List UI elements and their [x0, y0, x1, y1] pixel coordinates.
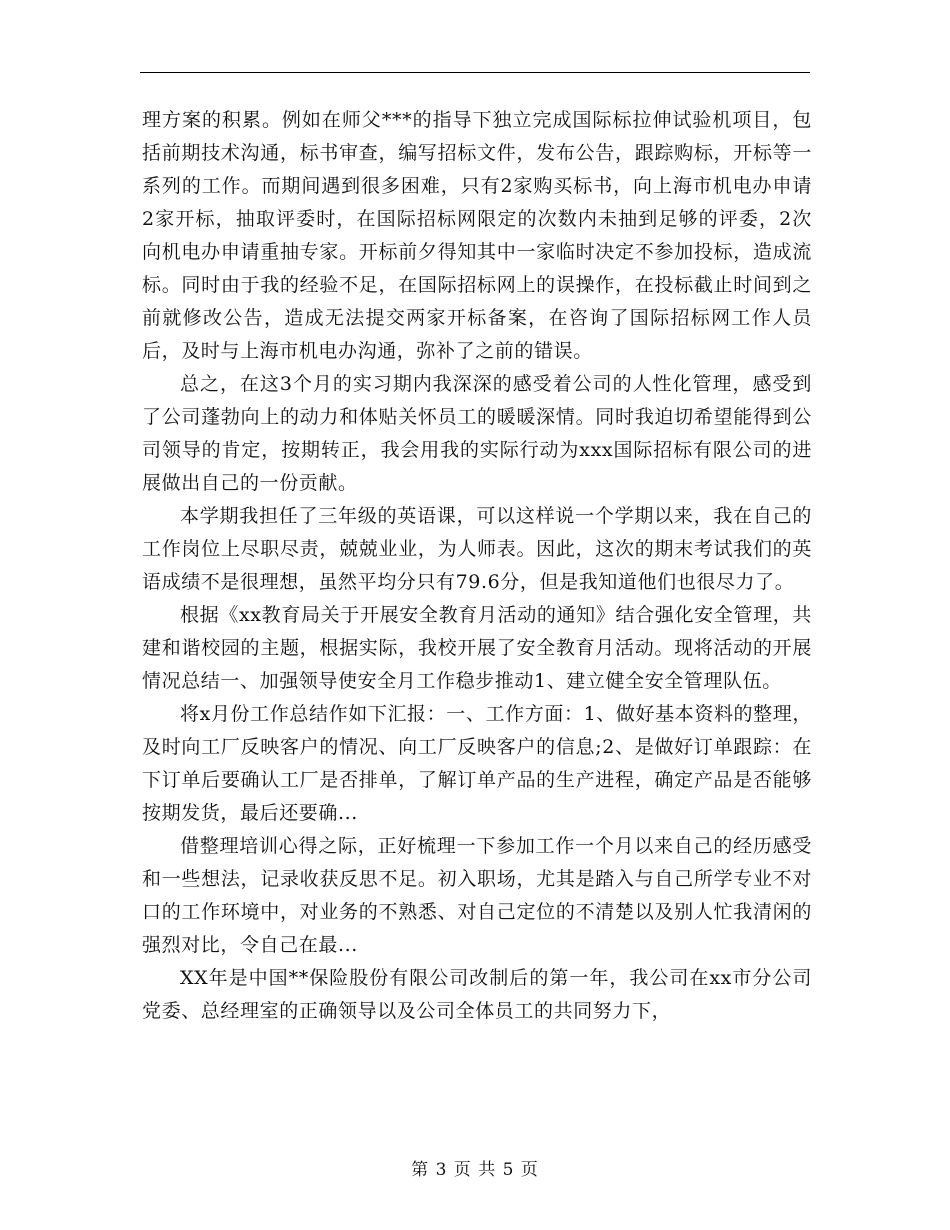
header-rule [140, 72, 810, 73]
paragraph: 总之，在这3个月的实习期内我深深的感受着公司的人性化管理，感受到了公司蓬勃向上的动力和体贴关怀员工的暖暖深情。同时我迫切希望能得到公司领导的肯定，按期转正，我会用我的实际行动为xxx国际招标有限公司的进展做出自己的一份贡献。 [142, 373, 812, 494]
page-number: 第 3 页 共 5 页 [411, 1160, 539, 1180]
paragraph: 借整理培训心得之际，正好梳理一下参加工作一个月以来自己的经历感受和一些想法，记录收获反思不足。初入职场，尤其是踏入与自己所学专业不对口的工作环境中，对业务的不熟悉、对自己定位的不清楚以及别人忙我清闲的强烈对比，令自己在最... [142, 835, 812, 956]
paragraph: 将x月份工作总结作如下汇报：一、工作方面：1、做好基本资料的整理，及时向工厂反映客户的情况、向工厂反映客户的信息;2、是做好订单跟踪：在下订单后要确认工厂是否排单，了解订单产品的生产进程，确定产品是否能够按期发货，最后还要确... [142, 703, 812, 824]
paragraph: 根据《xx教育局关于开展安全教育月活动的通知》结合强化安全管理，共建和谐校园的主题，根据实际，我校开展了安全教育月活动。现将活动的开展情况总结一、加强领导使安全月工作稳步推动1、建立健全安全管理队伍。 [142, 604, 812, 692]
paragraph-continuation: 理方案的积累。例如在师父***的指导下独立完成国际标拉伸试验机项目，包括前期技术沟通，标书审查，编写招标文件，发布公告，跟踪购标，开标等一系列的工作。而期间遇到很多困难，只有2家购买标书，向上海市机电办申请2家开标，抽取评委时，在国际招标网限定的次数内未抽到足够的评委，2次向机电办申请重抽专家。开标前夕得知其中一家临时决定不参加投标，造成流标。同时由于我的经验不足，在国际招标网上的误操作，在投标截止时间到之前就修改公告，造成无法提交两家开标备案，在咨询了国际招标网工作人员后，及时与上海市机电办沟通，弥补了之前的错误。 [142, 109, 812, 362]
paragraph: XX年是中国**保险股份有限公司改制后的第一年，我公司在xx市分公司党委、总经理室的正确领导以及公司全体员工的共同努力下， [142, 967, 812, 1022]
document-body [142, 104, 812, 1028]
paragraph: 本学期我担任了三年级的英语课，可以这样说一个学期以来，我在自己的工作岗位上尽职尽责，兢兢业业，为人师表。因此，这次的期末考试我们的英语成绩不是很理想，虽然平均分只有79.6分，但是我知道他们也很尽力了。 [142, 505, 812, 593]
